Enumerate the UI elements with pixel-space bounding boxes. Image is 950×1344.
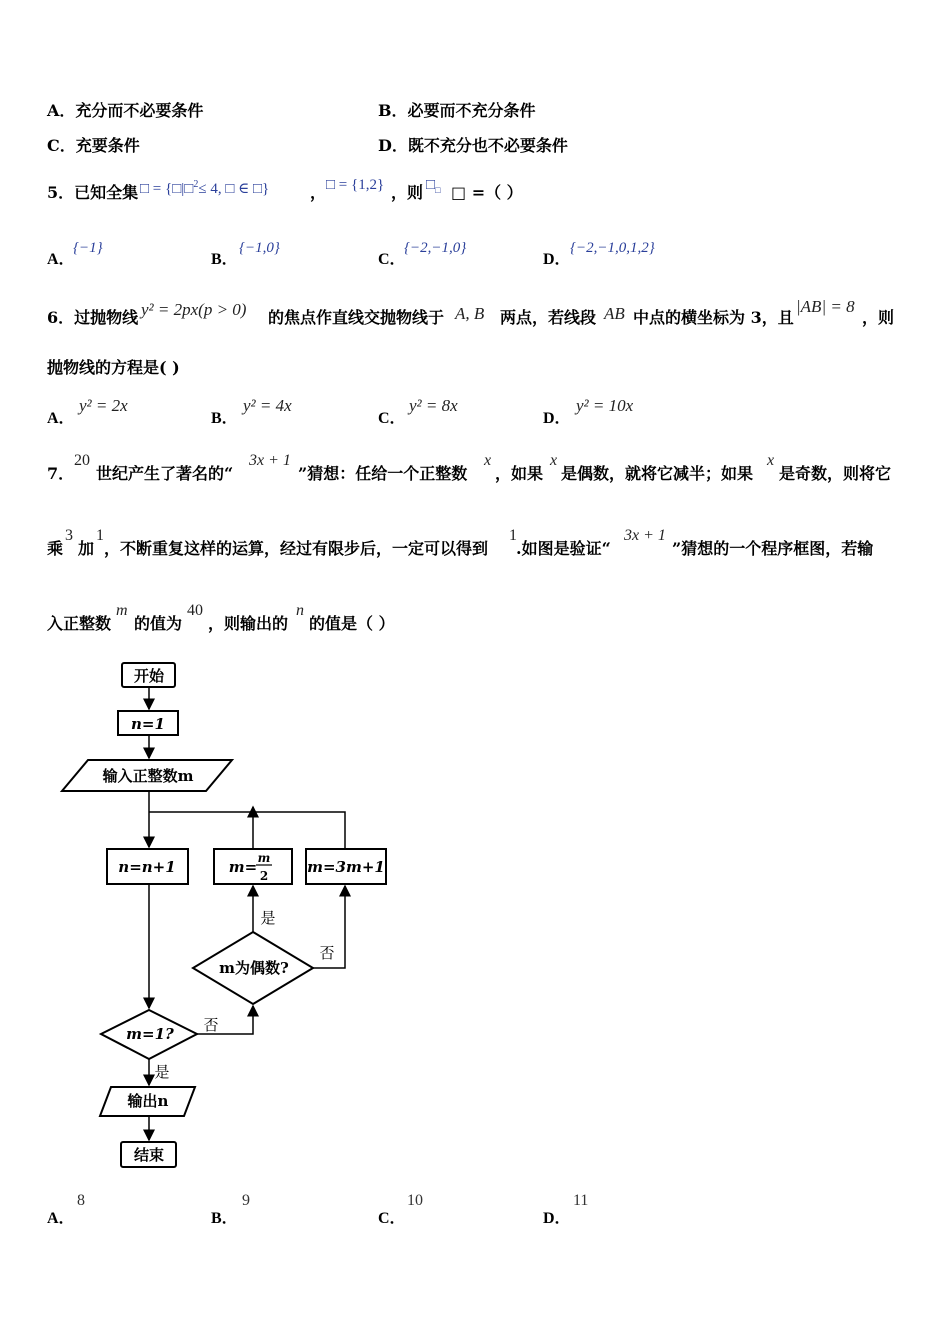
q6-text-3: 中点的横坐标为 3，且 [633,308,794,327]
q6-c-label: C． [378,410,406,427]
q5-equals: □ =（ ） [451,183,523,202]
q6-prefix: 6．过抛物线 [47,308,139,327]
end-label: 结束 [133,1146,165,1164]
q5-prefix: 5．已知全集 [47,183,139,202]
no-label-2: 否 [203,1016,219,1034]
q5-set-u: □ = {□|□$^2$≤ 4, □ ∈ □} [140,179,270,197]
even-question: m为偶数? [219,959,289,977]
halve-lhs: m= [228,858,258,876]
q7-text-1: 世纪产生了著名的“ [96,464,234,483]
q7-a-label: A． [47,1210,75,1227]
check-question: m=1? [126,1025,174,1043]
q5-complement: $□_□$ [426,177,441,195]
q6-segment: AB [604,304,625,323]
q6-d-label: D． [543,410,571,427]
q7-b-label: B． [211,1210,238,1227]
q4-option-d: D．既不充分也不必要条件 [378,136,568,155]
q6-d-value: y² = 10x [576,396,634,415]
q7-one-2: 1 [509,527,517,544]
q5-d-value: {−2,−1,0,1,2} [570,240,655,256]
q7-x-1: x [484,452,492,469]
q7-d-label: D． [543,1210,571,1227]
q7-line2-c: ，不断重复这样的运算，经过有限步后，一定可以得到 [104,539,489,558]
q6-text-end: ，则 [862,308,895,327]
q6-a-value: y² = 2x [79,396,128,415]
q7-line3-a: 入正整数 [47,614,112,633]
start-label: 开始 [133,667,165,685]
q7-formula-2: 3x + 1 [624,527,666,544]
q7-x-2: x [550,452,558,469]
q6-a-label: A． [47,410,75,427]
no-label-1: 否 [319,944,335,962]
q7-three: 3 [65,527,73,544]
q7-c-label: C． [378,1210,406,1227]
q7-b-value: 9 [242,1192,250,1209]
q7-text-4: 是偶数，就将它减半；如果 [561,464,754,483]
q7-line3-d: 的值是（ ） [309,614,395,633]
halve-numerator: m [257,851,271,865]
init-label: n=1 [131,715,165,733]
q6-text-1: 的焦点作直线交抛物线于 [268,308,445,327]
q5-a-label: A． [47,251,75,268]
q4-option-b: B．必要而不充分条件 [378,101,536,120]
q6-points: A, B [455,304,485,323]
q7-line2-e: ”猜想的一个程序框图，若输 [672,539,874,558]
q7-twenty: 20 [74,452,90,469]
q6-line-2: 抛物线的方程是( ) [47,358,180,377]
q5-c-label: C． [378,251,406,268]
q5-a-value: {−1} [73,240,103,256]
halve-denominator: 2 [259,869,269,883]
q7-line2-b: 加 [78,539,95,558]
q7-m: m [116,602,128,619]
q5-d-label: D． [543,251,571,268]
q7-forty: 40 [187,602,203,619]
q7-line3-b: 的值为 [134,614,183,633]
yes-label-2: 是 [154,1063,170,1081]
q6-text-2: 两点，若线段 [500,308,597,327]
q7-text-3: ，如果 [495,464,544,483]
q5-then: ，则 [391,183,424,202]
q5-b-value: {−1,0} [239,240,280,256]
q7-d-value: 11 [573,1192,589,1209]
q7-a-value: 8 [77,1192,85,1209]
q4-option-c: C．充要条件 [47,136,140,155]
q7-text-2: ”猜想：任给一个正整数 [298,464,468,483]
q4-option-a: A．充分而不必要条件 [47,101,204,120]
increment-label: n=n+1 [118,858,176,876]
q5-b-label: B． [211,251,238,268]
q7-line3-c: ，则输出的 [208,614,289,633]
q6-b-value: y² = 4x [243,396,292,415]
q6-c-value: y² = 8x [409,396,458,415]
output-label: 输出n [127,1092,169,1110]
yes-label-1: 是 [260,909,276,927]
q7-x-3: x [767,452,775,469]
input-label: 输入正整数m [102,767,194,785]
q7-line2-d: .如图是验证“ [516,539,611,558]
q7-text-5: 是奇数，则将它 [779,464,892,483]
q5-set-a: □ = {1,2} [326,177,385,193]
triple-label: m=3m+1 [307,858,385,876]
q7-n: n [296,602,304,619]
q7-line2-a: 乘 [47,539,64,558]
q7-formula: 3x + 1 [249,452,291,469]
q7-number: 7． [47,464,75,483]
q5-c-value: {−2,−1,0} [404,240,467,256]
q6-equation: y² = 2px(p > 0) [141,300,247,319]
q7-c-value: 10 [407,1192,423,1209]
q6-abs: |AB| = 8 [796,297,855,316]
q6-b-label: B． [211,410,238,427]
q7-one: 1 [96,527,104,544]
q5-comma: ， [310,183,327,202]
